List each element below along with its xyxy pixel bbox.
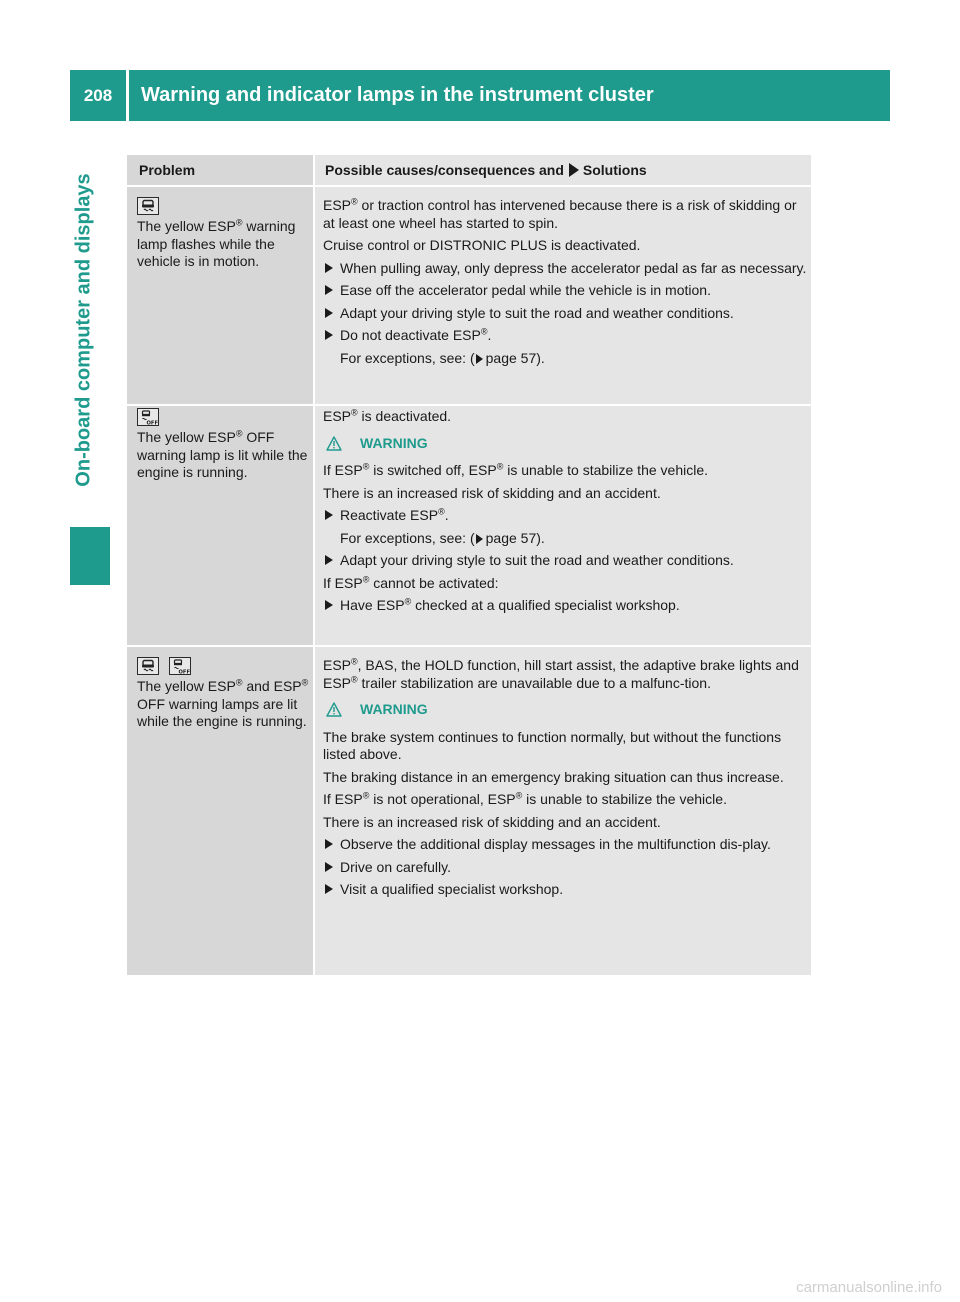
column-separator (313, 155, 315, 975)
solution-step: When pulling away, only depress the accelerator pedal as far as necessary. (323, 260, 807, 278)
problem-column-bg (127, 155, 314, 975)
esp-off-icon (137, 408, 159, 426)
problem-text: The yellow ESP® OFF warning lamp is lit while the engine is running. (137, 428, 308, 480)
solution-step: Ease off the accelerator pedal while the vehicle is in motion. (323, 282, 807, 300)
solution-step: Reactivate ESP®. (323, 507, 807, 525)
cause-text: ESP® or traction control has intervened because there is a risk of skidding or at least one wheel has started to spin. (323, 196, 797, 231)
warning-heading: WARNING (326, 435, 807, 453)
condition-text: If ESP® cannot be activated: (323, 573, 499, 591)
column-header-solutions-post: Solutions (582, 162, 647, 178)
esp-warning-icon (137, 657, 159, 675)
svg-text:OFF: OFF (146, 419, 158, 426)
cause-text: ESP® is deactivated. (323, 407, 452, 424)
header-divider (126, 70, 129, 121)
page-number: 208 (83, 85, 113, 105)
solution-step: Visit a qualified specialist workshop. (323, 881, 807, 899)
side-tab-label: On-board computer and displays (72, 173, 95, 487)
solution-step: Adapt your driving style to suit the road and weather conditions. (323, 552, 807, 570)
page-title: Warning and indicator lamps in the instrument cluster (141, 84, 654, 106)
consequence-text: Cruise control or DISTRONIC PLUS is deactivated. (323, 237, 641, 253)
esp-warning-icon (137, 197, 159, 215)
warning-text: The braking distance in an emergency braking situation can thus increase. (323, 768, 784, 785)
warning-text: There is an increased risk of skidding and an accident. (323, 813, 661, 830)
row-separator (127, 645, 811, 647)
solution-step: Drive on carefully. (323, 859, 807, 877)
problem-text: The yellow ESP® warning lamp flashes while the vehicle is in motion. (137, 217, 296, 269)
table-row-3-solutions (323, 657, 807, 904)
esp-off-icon (169, 657, 191, 675)
solution-step: Adapt your driving style to suit the road and weather conditions. (323, 305, 807, 323)
row-separator (127, 185, 811, 187)
watermark: carmanualsonline.info (796, 1279, 942, 1296)
page-reference: For exceptions, see: ( page 57). (340, 349, 545, 366)
table-row-2-solutions (323, 408, 807, 620)
problem-text: The yellow ESP® and ESP® OFF warning lamps are lit while the engine is running. (137, 677, 309, 729)
solution-step: Have ESP® checked at a qualified specialist workshop. (323, 597, 807, 615)
svg-text:OFF: OFF (178, 668, 190, 675)
column-header-solutions (325, 155, 647, 185)
cause-text: ESP®, BAS, the HOLD function, hill start assist, the adaptive brake lights and ESP® trailer stabilization are unavailable due to a malfunc-tion. (323, 656, 799, 691)
solution-step: Do not deactivate ESP®. (323, 327, 807, 345)
page-ref-icon (476, 534, 483, 544)
table-row-1-problem (137, 197, 309, 271)
solution-step: Observe the additional display messages in the multifunction dis-play. (323, 836, 807, 854)
table-row-3-problem (137, 657, 309, 731)
warning-text: If ESP® is switched off, ESP® is unable to stabilize the vehicle. (323, 461, 709, 478)
warning-lamp-table (127, 155, 811, 975)
side-tab-block (70, 527, 110, 585)
warning-text: If ESP® is not operational, ESP® is unable to stabilize the vehicle. (323, 790, 727, 807)
column-header-problem: Problem (139, 162, 196, 178)
arrow-right-icon (569, 163, 579, 177)
table-row-2-problem (137, 408, 309, 482)
warning-triangle-icon (326, 436, 342, 451)
warning-text: There is an increased risk of skidding and an accident. (323, 484, 661, 501)
row-separator (127, 404, 811, 406)
warning-heading: WARNING (326, 701, 807, 719)
warning-text: The brake system continues to function normally, but without the functions listed above. (323, 728, 782, 762)
column-header-solutions-pre: Possible causes/consequences and (325, 162, 564, 178)
warning-triangle-icon (326, 702, 342, 717)
table-row-1-solutions (323, 197, 807, 372)
page-ref-icon (476, 354, 483, 364)
page-reference: For exceptions, see: ( page 57). (340, 529, 545, 546)
